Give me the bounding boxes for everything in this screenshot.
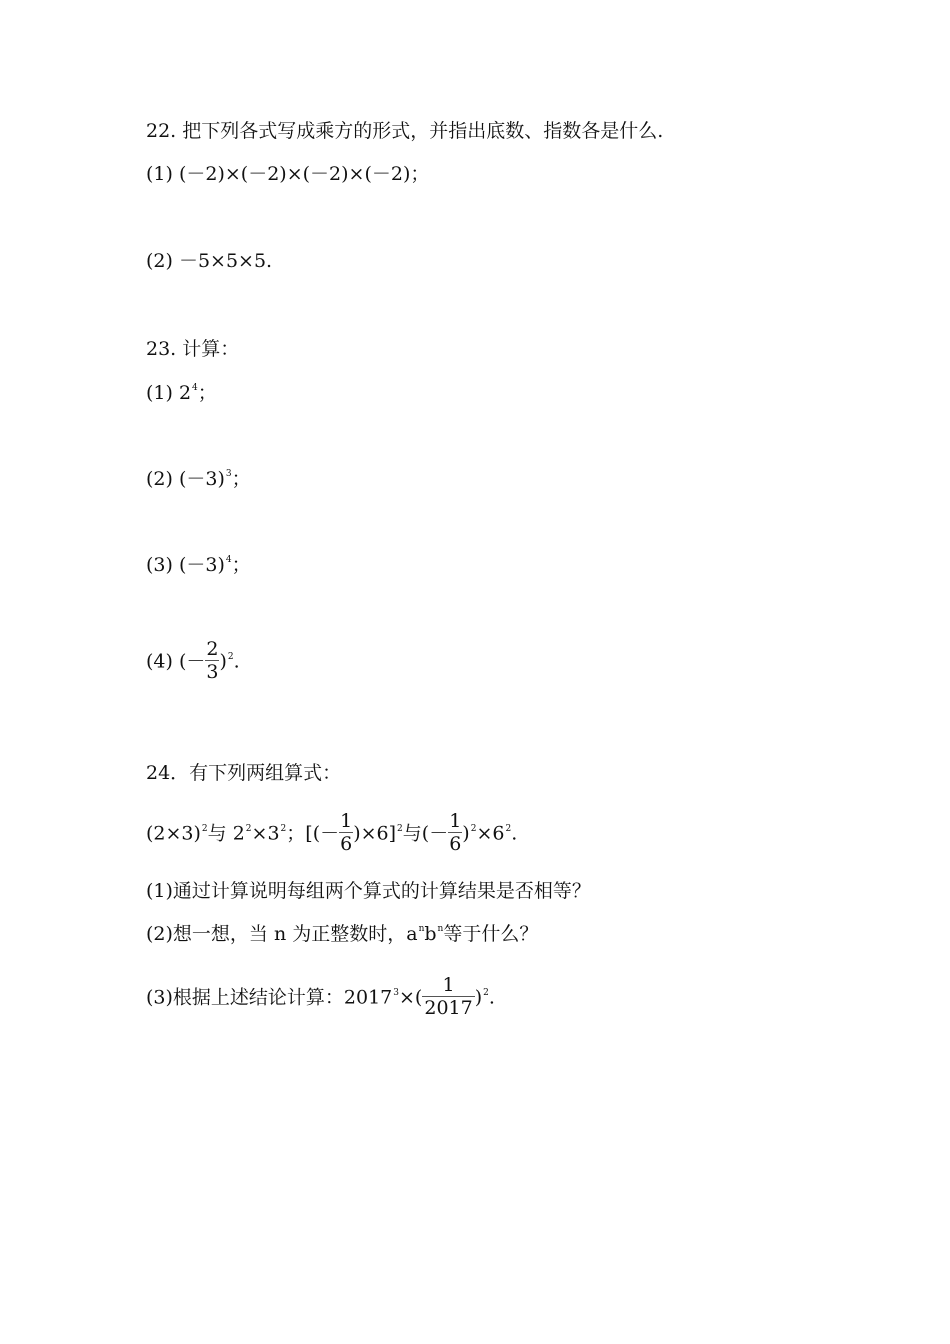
q24-part3-exponent-2: 2 xyxy=(483,987,489,998)
q24-fraction-2-numerator: 1 xyxy=(449,810,462,832)
q23-part4-lead: (4) (－ xyxy=(146,650,206,673)
q22-part2: (2) －5×5×5. xyxy=(146,250,273,272)
q22-title: 22. 把下列各式写成乘方的形式，并指出底数、指数各是什么. xyxy=(146,120,664,142)
q24-expr-tail: . xyxy=(511,822,518,845)
q24-expr-c: ×3 xyxy=(251,822,280,845)
q24-part2-tail: 等于什么？ xyxy=(443,923,539,945)
q24-expr-f: 与(－ xyxy=(402,822,449,845)
q23-part4-fraction xyxy=(205,638,219,683)
q23-part2-exponent: 3 xyxy=(225,469,232,479)
q24-fraction-2-denominator: 6 xyxy=(449,833,462,855)
q23-part4-denominator: 3 xyxy=(206,661,219,683)
q24-expr-e: )×6] xyxy=(353,822,397,845)
q24-expr-e-exponent: 2 xyxy=(397,823,403,834)
q24-part1: (1)通过计算说明每组两个算式的计算结果是否相等？ xyxy=(146,880,591,902)
q23-part3 xyxy=(146,552,251,582)
q23-part3-tail: ； xyxy=(231,554,251,576)
q24-part3-fraction xyxy=(422,974,474,1019)
q24-part3-mid: ×( xyxy=(399,986,423,1009)
q24-part3-numerator: 1 xyxy=(422,974,474,997)
q23-part4 xyxy=(146,640,240,685)
q23-part1-tail: ； xyxy=(197,382,217,404)
q24-expr-b-exponent: 2 xyxy=(245,823,252,834)
q24-part2-lead: (2)想一想，当 n 为正整数时，a xyxy=(146,923,418,945)
q24-expr-b: 与 2 xyxy=(207,822,245,845)
q23-part1-exponent: 4 xyxy=(192,383,198,393)
q23-part2-base: (2) (－3) xyxy=(146,468,225,490)
q24-expr-c-exponent: 2 xyxy=(280,823,287,834)
q24-fraction-1-denominator: 6 xyxy=(340,833,353,855)
q24-part3 xyxy=(146,976,495,1021)
q23-part3-base: (3) (－3) xyxy=(146,554,225,576)
q23-part2 xyxy=(146,466,251,496)
q24-part2-mid: b xyxy=(424,923,437,945)
q23-part3-exponent: 4 xyxy=(225,555,232,565)
q24-part3-denominator: 2017 xyxy=(424,997,473,1019)
q23-part4-close: ) xyxy=(219,650,227,673)
q23-part1 xyxy=(146,380,217,410)
q23-part4-exponent: 2 xyxy=(227,651,234,662)
q24-title: 24．有下列两组算式： xyxy=(146,762,342,784)
q23-part1-base: (1) 2 xyxy=(146,382,192,404)
q24-fraction-1 xyxy=(339,810,353,855)
q24-expr-h: ×6 xyxy=(476,822,505,845)
q23-title: 23. 计算： xyxy=(146,338,240,360)
q24-expressions xyxy=(146,812,517,857)
q24-expr-g-exponent: 2 xyxy=(470,823,477,834)
q24-fraction-1-numerator: 1 xyxy=(340,810,353,832)
q23-part4-numerator: 2 xyxy=(206,638,219,660)
q24-expr-g: ) xyxy=(462,822,470,845)
q24-fraction-2 xyxy=(448,810,462,855)
q24-part3-exponent-1: 3 xyxy=(393,987,400,998)
q24-expr-a: (2×3) xyxy=(146,822,201,845)
q23-part4-tail: . xyxy=(233,650,240,673)
q24-part2-exponent-1: n xyxy=(418,924,425,934)
q22-part1: (1) (－2)×(－2)×(－2)×(－2)； xyxy=(146,163,430,185)
q23-part2-tail: ； xyxy=(231,468,251,490)
q24-part3-tail: . xyxy=(488,986,495,1009)
q24-part3-close: ) xyxy=(474,986,483,1009)
q24-part3-lead: (3)根据上述结论计算：2017 xyxy=(146,986,393,1009)
q24-expr-a-exponent: 2 xyxy=(201,823,208,834)
q24-part2-exponent-2: n xyxy=(437,924,444,934)
q24-expr-h-exponent: 2 xyxy=(505,823,512,834)
q24-expr-d: ；[(－ xyxy=(286,822,340,845)
q24-part2 xyxy=(146,921,538,951)
